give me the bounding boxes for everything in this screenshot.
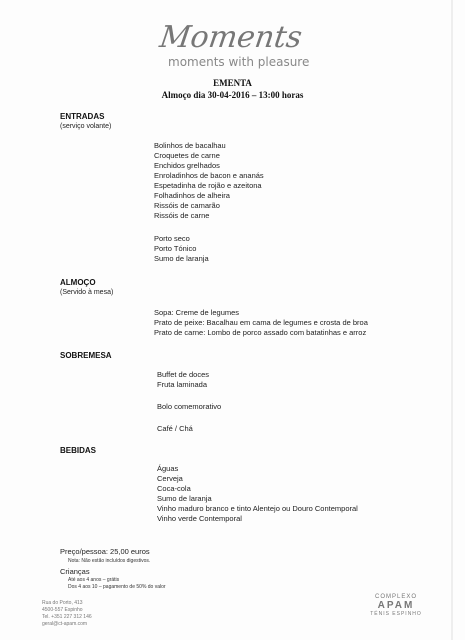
apam-logo-line3: TÉNIS ESPINHO <box>370 611 422 617</box>
section-heading-bebidas: BEBIDAS <box>60 446 97 455</box>
list-item: Enroladinhos de bacon e ananás <box>154 171 264 180</box>
list-item: Bolo comemorativo <box>157 402 222 411</box>
list-item: Sumo de laranja <box>157 494 212 503</box>
list-item: Vinho verde Contemporal <box>157 514 242 523</box>
section-note-almoco: (Servido à mesa) <box>60 289 114 296</box>
list-item: Enchidos grelhados <box>154 161 220 170</box>
list-item: Buffet de doces <box>157 370 209 379</box>
list-item: Sopa: Creme de legumes <box>154 308 240 317</box>
moments-logo <box>157 20 310 76</box>
list-item: Croquetes de carne <box>154 151 220 160</box>
apam-logo-name: APAM <box>377 600 415 611</box>
menu-subtitle: Almoço dia 30-04-2016 – 13:00 horas <box>161 90 304 100</box>
list-item: Prato de peixe: Bacalhau em cama de legumes e crosta de broa <box>154 318 368 327</box>
list-item: Rissóis de carne <box>154 211 210 220</box>
list-item: Águas <box>157 464 179 473</box>
list-item: Porto seco <box>154 234 190 243</box>
list-item: Vinho maduro branco e tinto Alentejo ou Douro Contemporal <box>157 504 358 513</box>
list-item: Rissóis de camarão <box>154 201 220 210</box>
children-rule: Dos 4 aos 10 – pagamento de 50% do valor <box>68 584 166 590</box>
list-item: Fruta laminada <box>157 380 208 389</box>
price-note: Nota: Não estão incluídos digestivos. <box>68 558 151 564</box>
logo-tagline: moments with pleasure <box>168 55 310 69</box>
menu-title: EMENTA <box>213 78 252 88</box>
section-note-entradas: (serviço volante) <box>60 123 112 130</box>
list-item: Coca-cola <box>157 484 191 493</box>
apam-logo <box>366 594 426 617</box>
footer-email: geral@ct-apam.com <box>42 621 88 627</box>
list-item: Folhadinhos de alheira <box>154 191 230 200</box>
logo-wordmark: Moments <box>157 20 305 55</box>
list-item: Cerveja <box>157 474 183 483</box>
list-item: Espetadinha de rojão e azeitona <box>154 181 262 190</box>
apam-logo-line1: COMPLEXO <box>374 594 417 600</box>
list-item: Bolinhos de bacalhau <box>154 141 226 150</box>
price-per-person: Preço/pessoa: 25,00 euros <box>60 547 150 556</box>
menu-title-block <box>0 77 465 101</box>
list-item: Café / Chá <box>157 424 193 433</box>
footer-address-line: Tel. +351 227 312 146 <box>42 614 92 620</box>
children-title: Crianças <box>60 567 90 576</box>
list-item: Prato de carne: Lombo de porco assado com batatinhas e arroz <box>154 328 367 337</box>
footer-address-line: Rua do Porto, 413 <box>42 600 83 606</box>
section-heading-almoco: ALMOÇO <box>60 278 96 287</box>
section-heading-sobremesa: SOBREMESA <box>60 351 112 360</box>
list-item: Sumo de laranja <box>154 254 209 263</box>
list-item: Porto Tónico <box>154 244 197 253</box>
footer-address-line: 4500-557 Espinho <box>42 607 83 613</box>
children-rule: Até aos 4 anos – grátis <box>68 577 120 583</box>
section-heading-entradas: ENTRADAS <box>60 112 105 121</box>
